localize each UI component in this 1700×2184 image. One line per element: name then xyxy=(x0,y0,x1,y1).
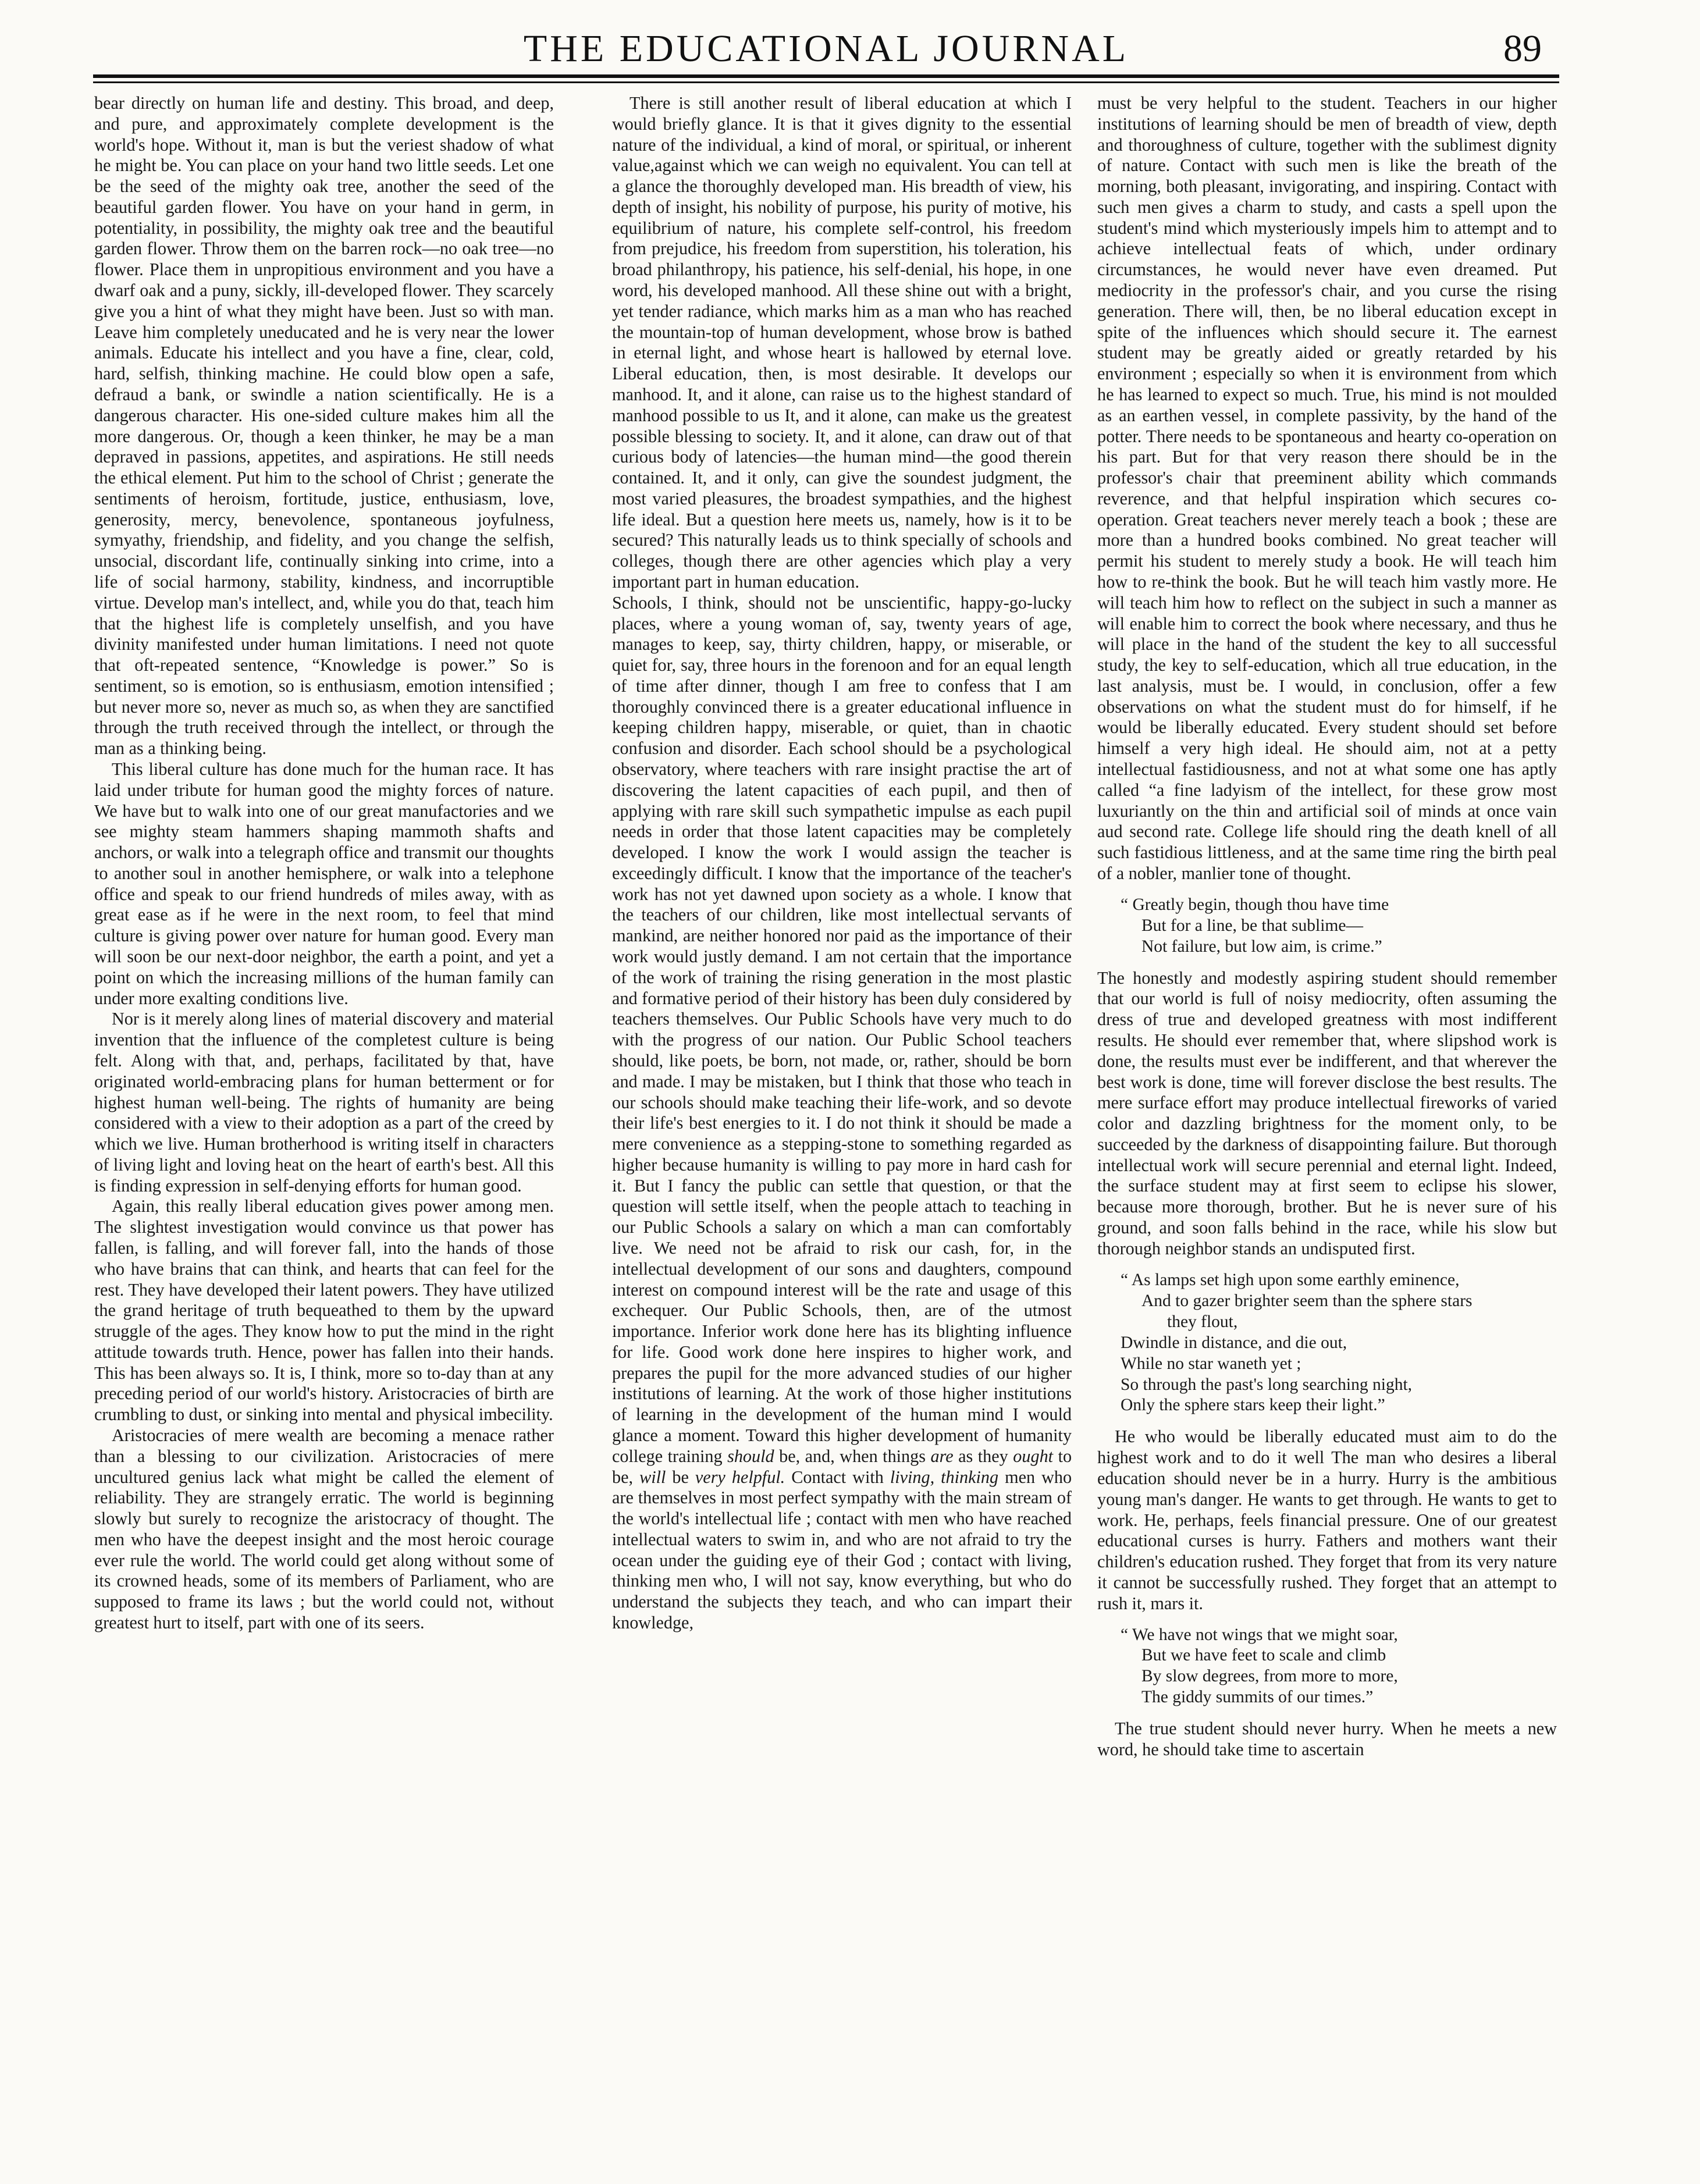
italic-run: are xyxy=(930,1446,954,1466)
verse-line: But for a line, be that sublime— xyxy=(1141,916,1363,935)
verse-line: Not failure, but low aim, is crime.” xyxy=(1141,937,1382,956)
italic-run: ought xyxy=(1013,1446,1054,1466)
column-2 xyxy=(612,93,1072,2083)
text-run: Contact with xyxy=(791,1467,884,1487)
verse-line: And to gazer brighter seem than the sphere stars xyxy=(1141,1291,1473,1310)
verse-line: So through the past's long searching night, xyxy=(1121,1375,1413,1394)
verse-line: But we have feet to scale and climb xyxy=(1141,1646,1386,1665)
text-run: to be, xyxy=(612,1446,1072,1487)
verse-line: The giddy summits of our times.” xyxy=(1141,1688,1374,1707)
paragraph: Nor is it merely along lines of material discovery and material invention that the influence of the completest culture is being felt. Along with that, and, perhaps, facilitated by that, have originated world-embracing plans for human betterment or for highest human well-being. The rights of humanity are being considered with a view to their adoption as a part of the creed by which we live. Human brotherhood is writing itself in characters of living light and loving heat on the heart of earth's best. All this is finding expression in self-denying efforts for human good. xyxy=(94,1009,554,1196)
verse-quote xyxy=(1121,895,1557,958)
verse-line: “ Greatly begin, though thou have time xyxy=(1121,895,1389,914)
italic-run: should xyxy=(727,1446,774,1466)
paragraph: The true student should never hurry. When he meets a new word, he should take time to ascertain xyxy=(1097,1719,1557,1760)
italic-run: very helpful. xyxy=(695,1467,785,1487)
text-run: Schools, I think, should not be unscientific, happy-go-lucky places, where a young woman of, say, twenty years of age, manages to keep, say, thirty children, happy, or miserable, or quiet for, say, three hours in the forenoon and for an equal length of time after dinner, though I am free to confess that I am thoroughly convinced there is a greater educational influence in keeping children happy, miserable, or quiet, than in chaotic confusion and disorder. Each school should be a psychological observatory, where teachers with rare insight practise the art of discovering the latent capacities of each pupil, and then of applying with rare skill such sympathetic impulse as each pupil needs in order that those latent capacities may be completely developed. I know the work I would assign the teacher is exceedingly difficult. I know that the importance of the teacher's work has not yet dawned upon society as a whole. I know that the teachers of our children, like most intellectual servants of mankind, are neither honored nor paid as the importance of their work would justly demand. I am not certain that the importance of the work of training the rising generation in the most plastic and formative period of their history has been duly considered by teachers themselves. Our Public Schools have very much to do with the progress of our nation. Our Public School teachers should, like poets, be born, not made, or, rather, should be born and made. I may be mistaken, but I think that those who teach in our schools should make teaching their life-work, and so devote their life's best energies to it. I do not think it should be made a mere convenience as a stepping-stone to something regarded as higher because humanity is willing to pay more in hard cash for it. But I fancy the public can settle that question, or that the question will settle itself, when the people attach to teaching in our Public Schools a salary on which a man can comfortably live. We need not be afraid to risk our cash, for, in the intellectual development of our sons and daughters, compound interest on compound interest will be the rate and usage of this exchequer. Our Public Schools, then, are of the utmost importance. Inferior work done here has its blighting influence for life. Good work done here inspires to higher work, and prepares the pupil for the more advanced studies of our higher institutions of learning. At the work of those higher institutions of learning in the development of the human mind I would glance a moment. Toward this higher development of humanity college training xyxy=(612,592,1072,1466)
verse-line: While no star waneth yet ; xyxy=(1121,1354,1301,1373)
page-header xyxy=(93,22,1559,80)
journal-title: THE EDUCATIONAL JOURNAL xyxy=(523,27,1129,70)
paragraph: must be very helpful to the student. Teachers in our higher institutions of learning should be men of breadth of view, depth and thoroughness of culture, together with the sublimest dignity of nature. Contact with such men is like the breath of the morning, both pleasant, invigorating, and inspiring. Contact with such men gives a charm to study, and casts a spell upon the student's mind which mysteriously impels him to attempt and to achieve intellectual feats of which, under ordinary circumstances, he would never have even dreamed. Put mediocrity in the professor's chair, and you curse the rising generation. There will, then, be no liberal education except in spite of the influences which should secure it. The earnest student may be greatly aided or greatly retarded by his environment ; especially so when it is environment from which he has learned to expect so much. True, his mind is not moulded as an earthen vessel, in complete passivity, by the hand of the potter. There needs to be spontaneous and hearty co-operation on his part. But for that very reason there should be in the professor's chair that preeminent ability which commands reverence, and that helpful inspiration which secures co-operation. Great teachers never merely teach a book ; these are more than a hundred books combined. No great teacher will permit his student to merely study a book. He will teach him how to re-think the book. But he will teach him vastly more. He will teach him how to reflect on the subject in such a manner as will enable him to correct the book where necessary, and thus he will place in the hand of the student the key to all successful study, the key to self-education, which all true education, in the last analysis, must be. I would, in conclusion, offer a few observations on what the student must do for himself, if he would be liberally educated. Every student should set before himself a very high ideal. He should aim, not at a petty intellectual fastidiousness, and not at what some one has aptly called “a fine ladyism of the intellect, for these grow most luxuriantly on the thin and artificial soil of minds at once vain aud second rate. College life should ring the death knell of all such fastidious littleness, and at the same time ring the birth peal of a nobler, manlier tone of thought. xyxy=(1097,93,1557,883)
paragraph: bear directly on human life and destiny. This broad, and deep, and pure, and approximately complete development is the world's hope. Without it, man is but the veriest shadow of what he might be. You can place on your hand two little seeds. Let one be the seed of the mighty oak tree, another the seed of the beautiful garden flower. You have on your hand in germ, in potentiality, in possibility, the mighty oak tree and the beautiful garden flower. Throw them on the barren rock—no oak tree—no flower. Place them in unpropitious environment and you have a dwarf oak and a puny, sickly, ill-developed flower. They scarcely give you a hint of what they might have been. Just so with man. Leave him completely uneducated and he is very near the lower animals. Educate his intellect and you have a fine, clear, cold, hard, selfish, thinking machine. He could blow open a safe, defraud a bank, or swindle a nation scientifically. He is a dangerous character. His one-sided culture makes him all the more dangerous. Or, though a keen thinker, he may be a man depraved in passions, appetites, and aspirations. He still needs the ethical element. Put him to the school of Christ ; generate the sentiments of heroism, fortitude, justice, enthusiasm, love, generosity, mercy, benevolence, spontaneous joyfulness, symyathy, friendship, and fidelity, and you change the selfish, unsocial, discordant life, continually sinking into crime, into a life of social harmony, stability, kindness, and incorruptible virtue. Develop man's intellect, and, while you do that, teach him that the highest life is completely unselfish, and you have divinity manifested under human limitations. I need not quote that oft-repeated sentence, “Knowledge is power.” So is sentiment, so is emotion, so is enthusiasm, emotion intensified ; but never more so, never as much so, as when they are sanctified through the truth received through the intellect, or through the man as a thinking being. xyxy=(94,93,554,759)
italic-run: living, thinking xyxy=(890,1467,999,1487)
verse-line: “ As lamps set high upon some earthly eminence, xyxy=(1121,1270,1460,1289)
text-run: be, and, when things xyxy=(779,1446,926,1466)
verse-line: By slow degrees, from more to more, xyxy=(1141,1667,1398,1686)
paragraph: The honestly and modestly aspiring student should remember that our world is full of noisy mediocrity, often assuming the dress of true and developed greatness with most indifferent results. He should ever remember that, where slipshod work is done, the results must ever be indifferent, and that wherever the best work is done, time will forever disclose the best results. The mere surface effort may produce intellectual fireworks of varied color and dazzling brightness for the moment only, to be succeeded by the darkness of disappointing failure. But thorough intellectual work will secure perennial and eternal light. Indeed, the surface student may at first seem to eclipse his slower, because more thorough, brother. But he is never sure of his ground, and soon falls behind in the race, while his slow but thorough neighbor stands an undisputed first. xyxy=(1097,967,1557,1258)
verse-quote xyxy=(1121,1625,1557,1709)
italic-run: will xyxy=(639,1467,666,1487)
text-run: as they xyxy=(958,1446,1008,1466)
paragraph: Aristocracies of mere wealth are becoming a menace rather than a blessing to our civilization. Aristocracies of mere uncultured genius lack what might be called the element of reliability. They are strangely erratic. The world is beginning slowly but surely to recognize the aristocracy of thought. The men who have the deepest insight and the most heroic courage ever rule the world. The world could get along without some of its crowned heads, some of its members of Parliament, who are supposed to frame its laws ; but the world could not, without greatest hurt to itself, part with one of its seers. xyxy=(94,1425,554,1633)
text-run: men who are themselves in most perfect sympathy with the main stream of the world's intellectual life ; contact with men who have reached intellectual waters to swim in, and who are not afraid to try the ocean under the guiding eye of their God ; contact with living, thinking men who, I will not say, know everything, but who do understand the subjects they teach, and who can impart their knowledge, xyxy=(612,1467,1072,1633)
paragraph: This liberal culture has done much for the human race. It has laid under tribute for human good the mighty forces of nature. We have but to walk into one of our great manufactories and we see mighty steam hammers shaping mammoth shafts and anchors, or walk into a telegraph office and transmit our thoughts to another soul in another hemisphere, or walk into a telephone office and speak to our friend hundreds of miles away, with as great ease as if he were in the next room, to feel that mind culture is giving power over nature for human good. Every man will soon be our next-door neighbor, the earth a point, and yet a point on which the increasing millions of the human family can under more exalting conditions live. xyxy=(94,759,554,1008)
header-rule-thick xyxy=(93,74,1559,78)
paragraph: Again, this really liberal education gives power among men. The slightest investigation would convince us that power has fallen, is falling, and will forever fall, into the hands of those who have brains that can think, and hearts that can feel for the rest. They have developed their latent powers. They have utilized the grand heritage of truth bequeathed to them by the upward struggle of the ages. They know how to put the mind in the right attitude towards truth. Hence, power has fallen into their hands. This has been always so. It is, I think, more so to-day than at any preceding period of our world's history. Aristocracies of birth are crumbling to dust, or sinking into mental and physical imbecility. xyxy=(94,1196,554,1425)
verse-line: Dwindle in distance, and die out, xyxy=(1121,1333,1347,1352)
paragraph xyxy=(612,593,1072,1634)
page-number: 89 xyxy=(1503,27,1542,70)
column-1 xyxy=(94,93,554,2083)
verse-quote xyxy=(1121,1270,1557,1417)
verse-line: Only the sphere stars keep their light.” xyxy=(1121,1396,1385,1415)
verse-line: they flout, xyxy=(1167,1312,1238,1331)
paragraph: He who would be liberally educated must aim to do the highest work and to do it well The man who desires a liberal education should never be in a hurry. Hurry is the ambitious young man's danger. He wants to get through. He wants to get to work. He, perhaps, feels financial pressure. One of our greatest educational curses is hurry. Fathers and mothers want their children's education rushed. They forget that from its very nature it cannot be successfully rushed. They forget that an attempt to rush it, mars it. xyxy=(1097,1427,1557,1613)
text-run: be xyxy=(672,1467,689,1487)
column-3 xyxy=(1097,93,1557,2083)
verse-line: “ We have not wings that we might soar, xyxy=(1121,1625,1398,1644)
paragraph: There is still another result of liberal education at which I would briefly glance. It is that it gives dignity to the essential nature of the individual, a kind of moral, or spiritual, or inherent value,against which we can weigh no equivalent. You can tell at a glance the thoroughly developed man. His breadth of view, his depth of insight, his nobility of purpose, his purity of motive, his equilibrium of nature, his complete self-control, his freedom from prejudice, his freedom from superstition, his toleration, his broad philanthropy, his patience, his self-denial, his hope, in one word, his developed manhood. All these shine out with a bright, yet tender radiance, which marks him as a man who has reached the mountain-top of human development, whose brow is bathed in eternal light, and whose heart is hallowed by eternal love. Liberal education, then, is most desirable. It develops our manhood. It, and it alone, can raise us to the highest standard of manhood possible to us It, and it alone, can make us the greatest possible blessing to society. It, and it alone, can draw out of that curious body of latencies—the human mind—the good therein contained. It, and it only, can give the soundest judgment, the most varied pleasures, the broadest sympathies, and the highest life ideal. But a question here meets us, namely, how is it to be secured? This naturally leads us to think specially of schools and colleges, though there are other agencies which play a very important part in human education. xyxy=(612,93,1072,592)
header-rule-thin xyxy=(93,81,1559,83)
